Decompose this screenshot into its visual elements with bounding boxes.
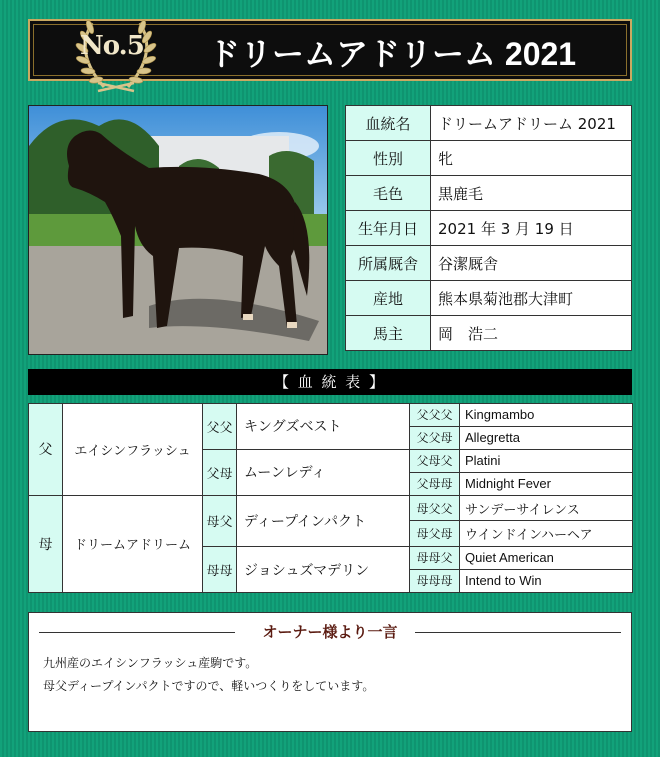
gen3-role: 父母父 (410, 449, 460, 472)
gen2-name: キングズベスト (237, 404, 410, 450)
sire-role: 父 (29, 404, 63, 496)
profile-table (345, 105, 632, 351)
dam-role: 母 (29, 495, 63, 592)
profile-row (346, 106, 632, 141)
pedigree-row (29, 404, 633, 427)
header-banner (28, 19, 632, 81)
gen2-role: 母父 (203, 495, 237, 546)
profile-label: 性別 (346, 141, 431, 176)
entry-number: No.5 (80, 31, 144, 61)
gen3-name: Kingmambo (460, 404, 633, 427)
profile-value: 岡 浩二 (431, 316, 632, 351)
profile-row (346, 211, 632, 246)
profile-label: 血統名 (346, 106, 431, 141)
profile-row (346, 281, 632, 316)
gen3-name: ウインドインハーヘア (460, 521, 633, 547)
gen3-role: 父父母 (410, 426, 460, 449)
profile-label: 馬主 (346, 316, 431, 351)
gen2-name: ジョシュズマデリン (237, 547, 410, 593)
divider-left (39, 632, 235, 633)
gen3-role: 母父母 (410, 521, 460, 547)
page-title: ドリームアドリーム 2021 (208, 36, 577, 72)
profile-label: 生年月日 (346, 211, 431, 246)
gen3-name: Allegretta (460, 426, 633, 449)
gen3-role: 母母父 (410, 547, 460, 570)
profile-value: 熊本県菊池郡大津町 (431, 281, 632, 316)
gen2-name: ムーンレディ (237, 449, 410, 495)
horse-photo-icon (29, 106, 327, 354)
comment-line: 九州産のエイシンフラッシュ産駒です。 (43, 656, 258, 670)
gen2-role: 母母 (203, 547, 237, 593)
profile-label: 毛色 (346, 176, 431, 211)
owner-comment-title: オーナー様より一言 (256, 623, 403, 641)
gen3-name: Platini (460, 449, 633, 472)
gen3-name: サンデーサイレンス (460, 495, 633, 521)
profile-row (346, 316, 632, 351)
profile-row (346, 176, 632, 211)
pedigree-table (28, 403, 633, 593)
profile-value: 牝 (431, 141, 632, 176)
pedigree-row (29, 495, 633, 521)
gen3-name: Midnight Fever (460, 472, 633, 495)
gen3-role: 母母母 (410, 569, 460, 592)
sire-name: エイシンフラッシュ (63, 404, 203, 496)
pedigree-heading: 【 血 統 表 】 (28, 369, 632, 395)
gen3-name: Quiet American (460, 547, 633, 570)
gen3-name: Intend to Win (460, 569, 633, 592)
owner-comment-body (43, 652, 621, 698)
gen2-name: ディープインパクト (237, 495, 410, 546)
gen3-role: 母父父 (410, 495, 460, 521)
profile-value: 黒鹿毛 (431, 176, 632, 211)
dam-name: ドリームアドリーム (63, 495, 203, 592)
comment-line: 母父ディープインパクトですので、軽いつくりをしています。 (43, 679, 375, 693)
gen2-role: 父父 (203, 404, 237, 450)
owner-comment-header (29, 621, 631, 642)
divider-right (415, 632, 621, 633)
gen2-role: 父母 (203, 449, 237, 495)
profile-value: ドリームアドリーム 2021 (431, 106, 632, 141)
profile-row (346, 246, 632, 281)
profile-value: 2021 年 3 月 19 日 (431, 211, 632, 246)
gen3-role: 父父父 (410, 404, 460, 427)
profile-row (346, 141, 632, 176)
profile-label: 産地 (346, 281, 431, 316)
owner-comment-box (28, 612, 632, 732)
horse-photo (28, 105, 328, 355)
profile-label: 所属厩舎 (346, 246, 431, 281)
gen3-role: 父母母 (410, 472, 460, 495)
profile-value: 谷潔厩舎 (431, 246, 632, 281)
